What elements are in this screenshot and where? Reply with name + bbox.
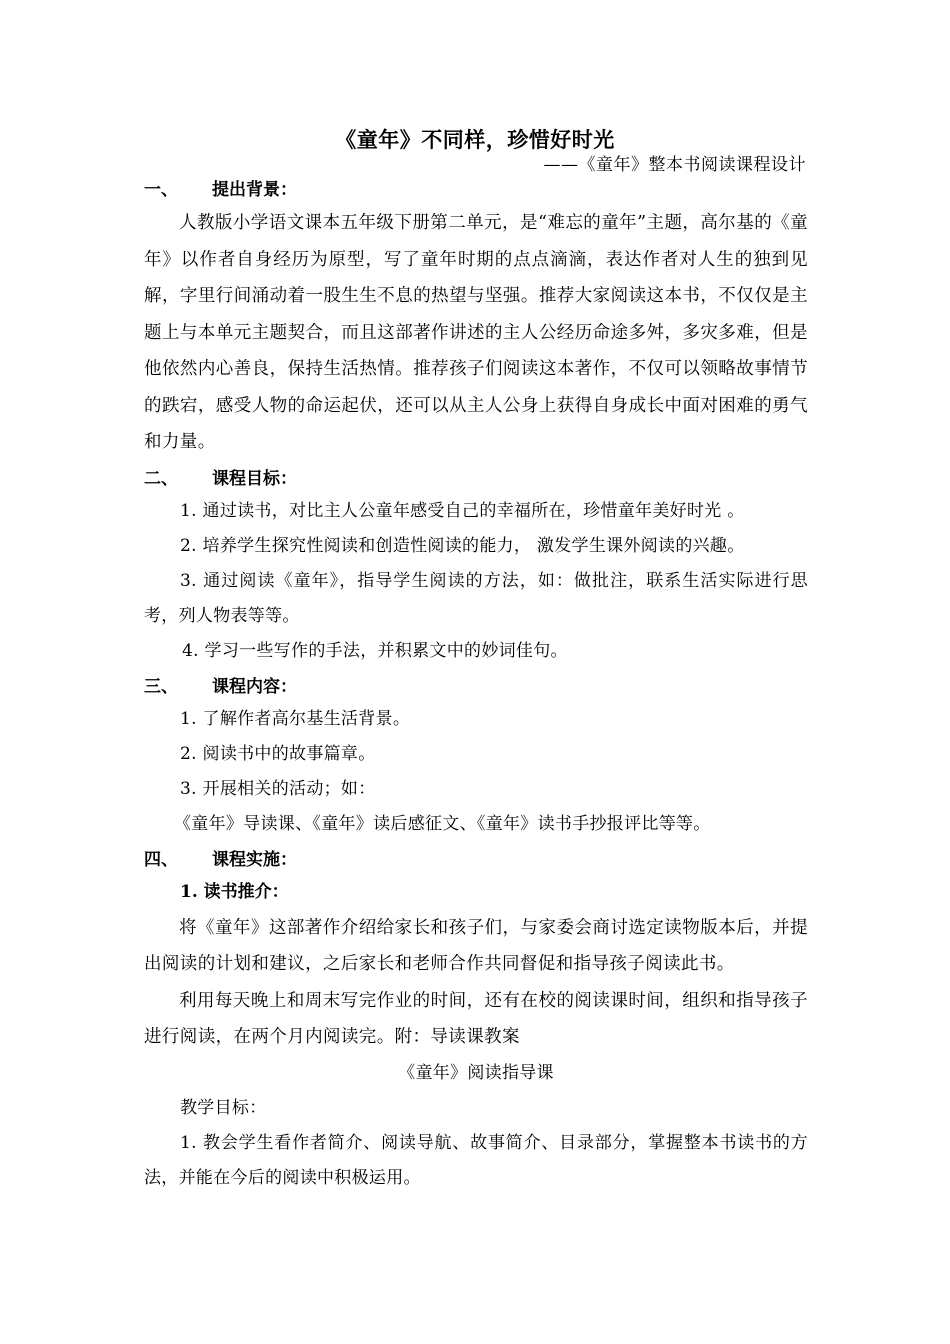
objective-item: 2. 培养学生探究性阅读和创造性阅读的能力， 激发学生课外阅读的兴趣。	[180, 535, 745, 556]
section-heading-implementation	[144, 846, 808, 875]
document-title: 《童年》不同样，珍惜好时光	[335, 127, 615, 152]
section-number: 一、	[144, 180, 178, 200]
teaching-objective-item: 1. 教会学生看作者简介、阅读导航、故事简介、目录部分，掌握整本书读书的方法，并能在今后的阅读中积极运用。	[144, 1132, 808, 1188]
section-title: 课程内容：	[212, 676, 297, 697]
section-number: 四、	[144, 849, 178, 870]
section-heading-objectives	[144, 465, 808, 494]
content-item: 1. 了解作者高尔基生活背景。	[180, 708, 411, 729]
implementation-paragraph: 利用每天晚上和周末写完作业的时间，还有在校的阅读课时间，组织和指导孩子进行阅读，在两个月内阅读完。附：导读课教案	[144, 990, 808, 1047]
content-item: 3. 开展相关的活动；如：	[180, 778, 376, 799]
activities-list: 《童年》导读课、《童年》读后感征文、《童年》读书手抄报评比等等。	[174, 813, 711, 834]
sub-heading-reading-recommendation: 1. 读书推介：	[180, 881, 289, 902]
section-number: 二、	[144, 468, 178, 489]
objective-item: 1. 通过读书，对比主人公童年感受自己的幸福所在，珍惜童年美好时光 。	[180, 500, 745, 521]
content-item: 2. 阅读书中的故事篇章。	[180, 743, 376, 764]
objective-item: 3. 通过阅读《童年》，指导学生阅读的方法，如：做批注，联系生活实际进行思考，列人物表等等。	[144, 570, 808, 626]
background-paragraph: 人教版小学语文课本五年级下册第二单元，是“难忘的童年”主题，高尔基的《童年》以作者自身经历为原型，写了童年时期的点点滴滴，表达作者对人生的独到见解，字里行间涌动着一股生生不息的热望与坚强。推荐大家阅读这本书，不仅仅是主题上与本单元主题契合，而且这部著作讲述的主人公经历命途多舛，多灾多难，但是他依然内心善良，保持生活热情。推荐孩子们阅读这本著作，不仅可以领略故事情节的跌宕，感受人物的命运起伏，还可以从主人公身上获得自身成长中面对困难的勇气和力量。	[144, 213, 808, 452]
implementation-paragraph: 将《童年》这部著作介绍给家长和孩子们，与家委会商讨选定读物版本后，并提出阅读的计划和建议，之后家长和老师合作共同督促和指导孩子阅读此书。	[144, 917, 808, 974]
section-heading-content	[144, 673, 808, 702]
section-title: 课程目标：	[212, 468, 297, 489]
section-title: 课程实施：	[212, 849, 297, 870]
section-title: 提出背景：	[212, 180, 297, 200]
objective-item: 4. 学习一些写作的手法，并积累文中的妙词佳句。	[182, 640, 568, 661]
section-number: 三、	[144, 676, 178, 697]
objectives-label: 教学目标：	[180, 1097, 267, 1118]
document-subtitle: ——《童年》整本书阅读课程设计	[543, 155, 806, 175]
section-heading-background	[144, 176, 808, 205]
lesson-title: 《童年》阅读指导课	[398, 1062, 554, 1083]
document-body	[144, 176, 808, 1196]
